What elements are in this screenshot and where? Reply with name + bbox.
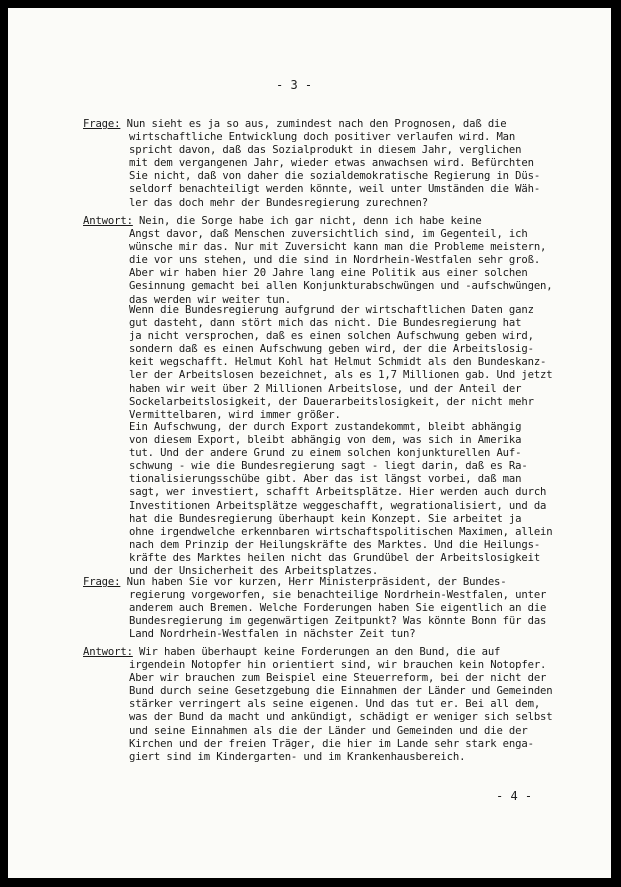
text-line: wünsche mir das. Nur mit Zuversicht kann man die Probleme meistern, — [129, 241, 547, 254]
text-line: ler das doch mehr der Bundesregierung zurechnen? — [129, 196, 428, 209]
speaker-label: Antwort: — [83, 646, 133, 658]
text-line: sagt, wer investiert, schafft Arbeitsplätze. Hier werden auch durch — [129, 486, 547, 499]
text-line: was der Bund da macht und ankündigt, schädigt er weniger sich selbst — [129, 711, 553, 724]
text-line: tut. Und der andere Grund zu einem solchen konjunkturellen Auf- — [129, 447, 522, 460]
text-line: Ein Aufschwung, der durch Export zustandekommt, bleibt abhängig — [129, 421, 522, 433]
text-line: kräfte des Marktes heilen nicht das Grundübel der Arbeitslosigkeit — [129, 551, 541, 564]
text-line: nach dem Prinzip der Heilungskräfte des Marktes. Und die Heilungs- — [129, 538, 541, 551]
text-line: und der Unsicherheit des Arbeitsplatzes. — [129, 565, 379, 578]
document-page — [8, 8, 611, 878]
answer-block — [83, 215, 588, 307]
continuation-marker: - 4 - — [496, 789, 533, 803]
text-line: Frage: Nun haben Sie vor kurzen, Herr Ministerpräsident, der Bundes- — [83, 576, 507, 588]
text-line: wirtschaftliche Entwicklung doch positiver verlaufen wird. Man — [129, 131, 516, 144]
text-line: Antwort: Nein, die Sorge habe ich gar nicht, denn ich habe keine — [83, 215, 482, 227]
text-line: ler der Arbeitslosen bezeichnet, als es 1,7 Millionen gab. Und jetzt — [129, 369, 553, 382]
text-line: keit wegschafft. Helmut Kohl hat Helmut Schmidt als den Bundeskanz- — [129, 356, 547, 369]
text-line: Frage: Nun sieht es ja so aus, zumindest nach den Prognosen, daß die — [83, 118, 507, 130]
text-line: Wenn die Bundesregierung aufgrund der wirtschaftlichen Daten ganz — [129, 304, 534, 316]
answer-paragraph — [83, 421, 588, 578]
text-line: Antwort: Wir haben überhaupt keine Forderungen an den Bund, die auf — [83, 646, 501, 658]
text-line: von diesem Export, bleibt abhängig von dem, was sich in Amerika — [129, 434, 522, 447]
speaker-label: Frage: — [83, 576, 121, 588]
text-line: die vor uns stehen, und die sind in Nordrhein-Westfalen sehr groß. — [129, 254, 541, 267]
text-line: Bund durch seine Gesetzgebung die Einnahmen der Länder und Gemeinden — [129, 685, 553, 698]
speaker-label: Frage: — [83, 118, 121, 130]
answer-block — [83, 646, 588, 764]
text-line: seldorf benachteiligt werden könnte, weil unter Umständen die Wäh- — [129, 183, 541, 196]
text-line: haben wir weit über 2 Millionen Arbeitslose, und der Anteil der — [129, 382, 522, 395]
text-line: ja nicht versprochen, daß es einen solchen Aufschwung geben wird, — [129, 330, 534, 343]
text-line: Investitionen Arbeitsplätze weggeschafft, wegrationalisiert, und da — [129, 499, 547, 512]
text-line: und seine Einnahmen als die der Länder und Gemeinden und die der — [129, 724, 528, 737]
text-line: sondern daß es einen Aufschwung geben wird, der die Arbeitslosig- — [129, 343, 534, 356]
text-line: gut dasteht, dann stört mich das nicht. Die Bundesregierung hat — [129, 317, 522, 330]
text-line: giert sind im Kindergarten- und im Krankenhausbereich. — [129, 750, 466, 763]
text-line: anderem auch Bremen. Welche Forderungen haben Sie eigentlich an die — [129, 602, 547, 615]
text-line: Sie nicht, daß von daher die sozialdemokratische Regierung in Düs- — [129, 170, 541, 183]
text-line: regierung vorgeworfen, sie benachteilige Nordrhein-Westfalen, unter — [129, 589, 547, 602]
text-line: Angst davor, daß Menschen zuversichtlich sind, im Gegenteil, ich — [129, 228, 528, 241]
text-line: Kirchen und der freien Träger, die hier im Lande sehr stark enga- — [129, 737, 534, 750]
text-line: tionalisierungsschübe gibt. Aber das ist längst vorbei, daß man — [129, 473, 522, 486]
text-line: Aber wir brauchen zum Beispiel eine Steuerreform, bei der nicht der — [129, 672, 547, 685]
text-line: das werden wir weiter tun. — [129, 293, 291, 306]
text-line: Gesinnung gemacht bei allen Konjunkturabschwüngen und -aufschwüngen, — [129, 280, 553, 293]
text-line: Vermittelbaren, wird immer größer. — [129, 408, 341, 421]
answer-paragraph — [83, 304, 588, 422]
text-line: Land Nordrhein-Westfalen in nächster Zeit tun? — [129, 628, 416, 641]
page-number: - 3 - — [276, 78, 313, 92]
text-line: hat die Bundesregierung überhaupt kein Konzept. Sie arbeitet ja — [129, 512, 522, 525]
text-line: irgendein Notopfer hin orientiert sind, wir brauchen kein Notopfer. — [129, 659, 547, 672]
text-line: Aber wir haben hier 20 Jahre lang eine Politik aus einer solchen — [129, 267, 528, 280]
text-line: mit dem vergangenen Jahr, wieder etwas anwachsen wird. Befürchten — [129, 157, 534, 170]
question-block — [83, 576, 588, 641]
speaker-label: Antwort: — [83, 215, 133, 227]
question-block — [83, 118, 588, 210]
text-line: schwung - wie die Bundesregierung sagt - liegt darin, daß es Ra- — [129, 460, 528, 473]
text-line: Bundesregierung im gegenwärtigen Zeitpunkt? Was könnte Bonn für das — [129, 615, 547, 628]
text-line: stärker verringert als seine eigenen. Und das tut er. Bei all dem, — [129, 698, 541, 711]
text-line: spricht davon, daß das Sozialprodukt in diesem Jahr, verglichen — [129, 144, 522, 157]
text-line: ohne irgendwelche erkennbaren wirtschaftspolitischen Maximen, allein — [129, 525, 553, 538]
text-line: Sockelarbeitslosigkeit, der Dauerarbeitslosigkeit, der nicht mehr — [129, 395, 534, 408]
